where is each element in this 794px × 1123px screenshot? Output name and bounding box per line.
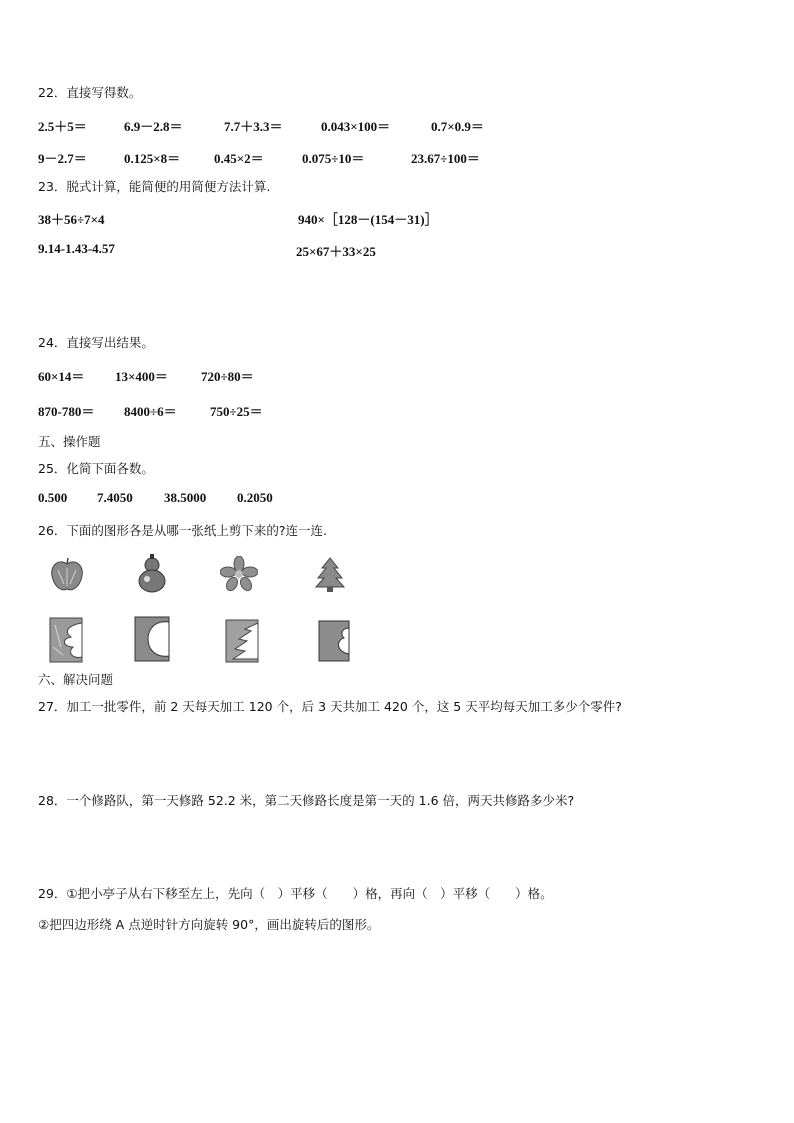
section-five-heading: 五、操作题 — [38, 434, 101, 449]
q23-title: 23．脱式计算，能简便的用简便方法计算. — [38, 179, 271, 194]
q28-text: 28．一个修路队，第一天修路 52.2 米，第二天修路长度是第一天的 1.6 倍，两天共修路多少米? — [38, 793, 575, 808]
q23-item-4: 25×67＋33×25 — [296, 244, 376, 259]
q22-r1-c1: 2.5＋5＝ — [38, 119, 87, 134]
q23-item-2: 940×［128－(154－31)］ — [298, 212, 438, 227]
q22-r1-c4: 0.043×100＝ — [321, 119, 391, 134]
section-six-heading: 六、解决问题 — [38, 672, 114, 687]
q26-title: 26．下面的图形各是从哪一张纸上剪下来的?连一连. — [38, 523, 328, 538]
paper-with-apple-hole-icon — [134, 616, 170, 662]
q22-r2-c1: 9－2.7＝ — [38, 151, 87, 166]
q22-r1-c2: 6.9－2.8＝ — [124, 119, 183, 134]
q24-r1-c1: 60×14＝ — [38, 369, 85, 384]
q24-r1-c3: 720÷80＝ — [201, 369, 254, 384]
q24-r2-c2: 8400÷6＝ — [124, 404, 177, 419]
q22-r2-c5: 23.67÷100＝ — [411, 151, 480, 166]
q24-r1-c2: 13×400＝ — [115, 369, 168, 384]
paper-with-gourd-hole-icon — [318, 620, 350, 662]
q27-text: 27．加工一批零件，前 2 天每天加工 120 个，后 3 天共加工 420 个，这 5 天平均每天加工多少个零件? — [38, 699, 622, 714]
q22-r1-c5: 0.7×0.9＝ — [431, 119, 484, 134]
q22-r2-c2: 0.125×8＝ — [124, 151, 181, 166]
paper-with-tree-hole-icon — [225, 619, 259, 663]
tree-cutout-icon — [314, 556, 346, 592]
q24-title: 24．直接写出结果。 — [38, 335, 154, 350]
q24-r2-c3: 750÷25＝ — [210, 404, 263, 419]
q22-r2-c4: 0.075÷10＝ — [302, 151, 365, 166]
paper-with-flower-hole-icon — [49, 617, 83, 663]
q25-item-3: 38.5000 — [164, 490, 207, 505]
q25-item-2: 7.4050 — [97, 490, 133, 505]
q22-r1-c3: 7.7＋3.3＝ — [224, 119, 283, 134]
q23-item-3: 9.14-1.43-4.57 — [38, 241, 115, 256]
q25-item-4: 0.2050 — [237, 490, 273, 505]
q29-line-1: 29．①把小亭子从右下移至左上，先向（ ）平移（ ）格，再向（ ）平移（ ）格。 — [38, 886, 553, 901]
q24-r2-c1: 870-780＝ — [38, 404, 95, 419]
q23-item-1: 38＋56÷7×4 — [38, 212, 105, 227]
q22-title: 22．直接写得数。 — [38, 85, 142, 100]
gourd-cutout-icon — [133, 553, 171, 595]
q29-line-2: ②把四边形绕 A 点逆时针方向旋转 90°，画出旋转后的图形。 — [38, 917, 380, 932]
apple-cutout-icon — [48, 556, 86, 594]
flower-cutout-icon — [220, 556, 258, 592]
q25-item-1: 0.500 — [38, 490, 68, 505]
q22-r2-c3: 0.45×2＝ — [214, 151, 264, 166]
q25-title: 25．化简下面各数。 — [38, 461, 154, 476]
